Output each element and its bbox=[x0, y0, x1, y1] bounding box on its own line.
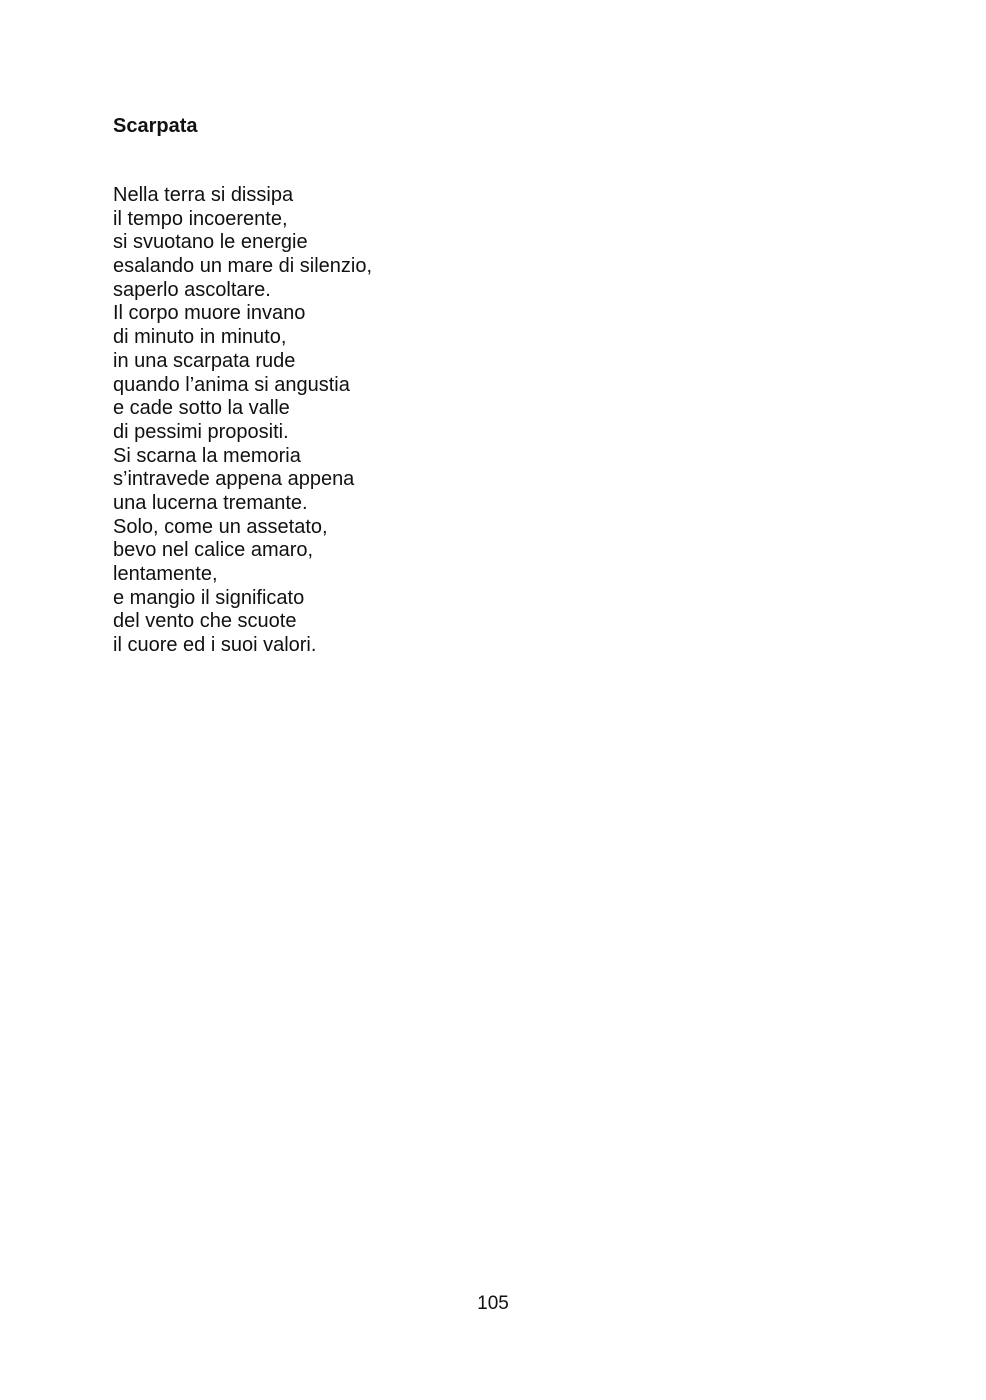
poem-line: di minuto in minuto, bbox=[113, 326, 287, 349]
poem-line: Solo, come un assetato, bbox=[113, 515, 328, 538]
poem-line: Il corpo muore invano bbox=[113, 302, 306, 325]
poem-body bbox=[113, 184, 372, 658]
poem-line: lentamente, bbox=[113, 563, 218, 585]
poem-title: Scarpata bbox=[113, 115, 198, 137]
page-number: 105 bbox=[477, 1293, 509, 1314]
poem-line: saperlo ascoltare. bbox=[113, 278, 271, 301]
poem-line: una lucerna tremante. bbox=[113, 491, 308, 514]
poem-line: s’intravede appena appena bbox=[113, 468, 355, 491]
poem-line: Nella terra si dissipa bbox=[113, 184, 294, 206]
poem-line: Si scarna la memoria bbox=[113, 444, 301, 467]
poem-line: del vento che scuote bbox=[113, 610, 297, 633]
poem-line: di pessimi propositi. bbox=[113, 420, 289, 443]
poem-line: quando l’anima si angustia bbox=[113, 373, 350, 396]
poem-line: il tempo incoerente, bbox=[113, 207, 288, 230]
poem-line: e mangio il significato bbox=[113, 586, 305, 609]
poem-line: esalando un mare di silenzio, bbox=[113, 255, 373, 278]
poem-line: in una scarpata rude bbox=[113, 349, 296, 372]
poem-line: il cuore ed i suoi valori. bbox=[113, 634, 317, 657]
poem-line: e cade sotto la valle bbox=[113, 397, 290, 420]
poem-line: bevo nel calice amaro, bbox=[113, 539, 314, 562]
poem-line: si svuotano le energie bbox=[113, 231, 308, 254]
